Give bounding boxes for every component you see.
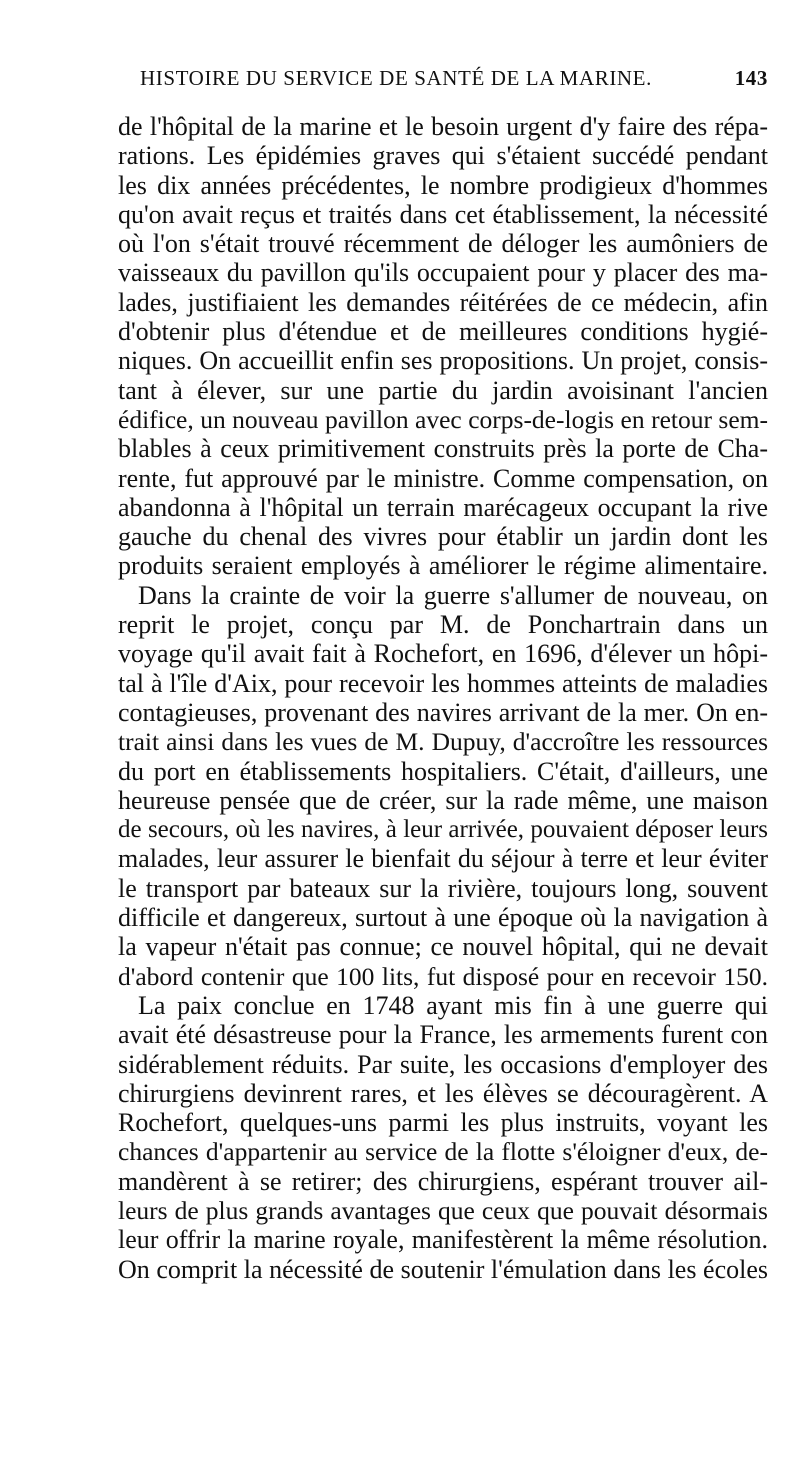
text-line: contagieuses, provenant des navires arrivant de la mer. On en- bbox=[118, 697, 768, 727]
text-line: blables à ceux primitivement construits près la porte de Cha- bbox=[118, 434, 768, 464]
text-line: de secours, où les navires, à leur arrivée, pouvaient déposer leurs bbox=[118, 816, 768, 844]
text-line: La paix conclue en 1748 ayant mis fin à une guerre qui bbox=[138, 990, 768, 1020]
text-line: leur offrir la marine royale, manifestèrent la même résolution. bbox=[118, 1225, 768, 1255]
text-line: difficile et dangereux, surtout à une époque où la navigation à bbox=[118, 903, 768, 933]
text-line: trait ainsi dans les vues de M. Dupuy, d'accroître les ressources bbox=[118, 727, 768, 757]
text-line: Dans la crainte de voir la guerre s'allumer de nouveau, on bbox=[138, 580, 768, 610]
paragraph bbox=[118, 581, 768, 991]
paragraph bbox=[118, 991, 768, 1284]
text-line: heureuse pensée que de créer, sur la rade même, une maison bbox=[118, 785, 768, 815]
text-line: les dix années précédentes, le nombre prodigieux d'hommes bbox=[118, 170, 768, 200]
text-line: avait été désastreuse pour la France, les armements furent con bbox=[118, 1020, 768, 1050]
text-line: qu'on avait reçus et traités dans cet établissement, la nécessité bbox=[118, 199, 768, 229]
text-line: rations. Les épidémies graves qui s'étaient succédé pendant bbox=[118, 141, 768, 171]
text-line: chirurgiens devinrent rares, et les élèves se découragèrent. A bbox=[118, 1078, 768, 1108]
text-line: niques. On accueillit enfin ses propositions. Un projet, consis- bbox=[118, 346, 768, 376]
text-line: tant à élever, sur une partie du jardin avoisinant l'ancien bbox=[118, 375, 768, 405]
text-line: où l'on s'était trouvé récemment de déloger les aumôniers de bbox=[118, 229, 768, 259]
text-line: le transport par bateaux sur la rivière, toujours long, souvent bbox=[118, 873, 768, 903]
text-line: produits seraient employés à améliorer le régime alimentaire. bbox=[118, 551, 768, 581]
text-line: malades, leur assurer le bienfait du séjour à terre et leur éviter bbox=[118, 844, 768, 874]
text-line: leurs de plus grands avantages que ceux que pouvait désormais bbox=[118, 1195, 768, 1225]
text-line: abandonna à l'hôpital un terrain marécageux occupant la rive bbox=[118, 492, 768, 522]
text-line: Rochefort, quelques-uns parmi les plus instruits, voyant les bbox=[118, 1108, 768, 1138]
text-line: sidérablement réduits. Par suite, les occasions d'employer des bbox=[118, 1049, 768, 1079]
text-line: du port en établissements hospitaliers. C'était, d'ailleurs, une bbox=[118, 756, 768, 786]
paragraph bbox=[118, 112, 768, 581]
text-line: voyage qu'il avait fait à Rochefort, en 1696, d'élever un hôpi- bbox=[118, 639, 768, 669]
text-line: reprit le projet, conçu par M. de Ponchartrain dans un bbox=[118, 610, 768, 640]
running-header bbox=[118, 66, 768, 96]
text-line: d'obtenir plus d'étendue et de meilleures conditions hygié- bbox=[118, 317, 768, 347]
running-title: HISTOIRE DU SERVICE DE SANTÉ DE LA MARINE. bbox=[140, 66, 652, 90]
text-line: tal à l'île d'Aix, pour recevoir les hommes atteints de maladies bbox=[118, 668, 768, 698]
text-line: On comprit la nécessité de soutenir l'émulation dans les écoles bbox=[118, 1254, 768, 1284]
page-number: 143 bbox=[734, 66, 768, 90]
text-line: d'abord contenir que 100 lits, fut disposé pour en recevoir 150. bbox=[118, 961, 768, 991]
text-line: chances d'appartenir au service de la flotte s'éloigner d'eux, de- bbox=[118, 1137, 768, 1167]
text-line: édifice, un nouveau pavillon avec corps-de-logis en retour sem- bbox=[118, 404, 768, 434]
text-line: lades, justifiaient les demandes réitérées de ce médecin, afin bbox=[118, 287, 768, 317]
text-line: vaisseaux du pavillon qu'ils occupaient pour y placer des ma- bbox=[118, 258, 768, 288]
text-line: gauche du chenal des vivres pour établir un jardin dont les bbox=[118, 522, 768, 552]
body-text bbox=[118, 112, 768, 1284]
text-line: la vapeur n'était pas connue; ce nouvel hôpital, qui ne devait bbox=[118, 932, 768, 962]
text-line: rente, fut approuvé par le ministre. Comme compensation, on bbox=[118, 463, 768, 493]
text-line: de l'hôpital de la marine et le besoin urgent d'y faire des répa- bbox=[118, 112, 768, 141]
text-line: mandèrent à se retirer; des chirurgiens, espérant trouver ail- bbox=[118, 1166, 768, 1196]
